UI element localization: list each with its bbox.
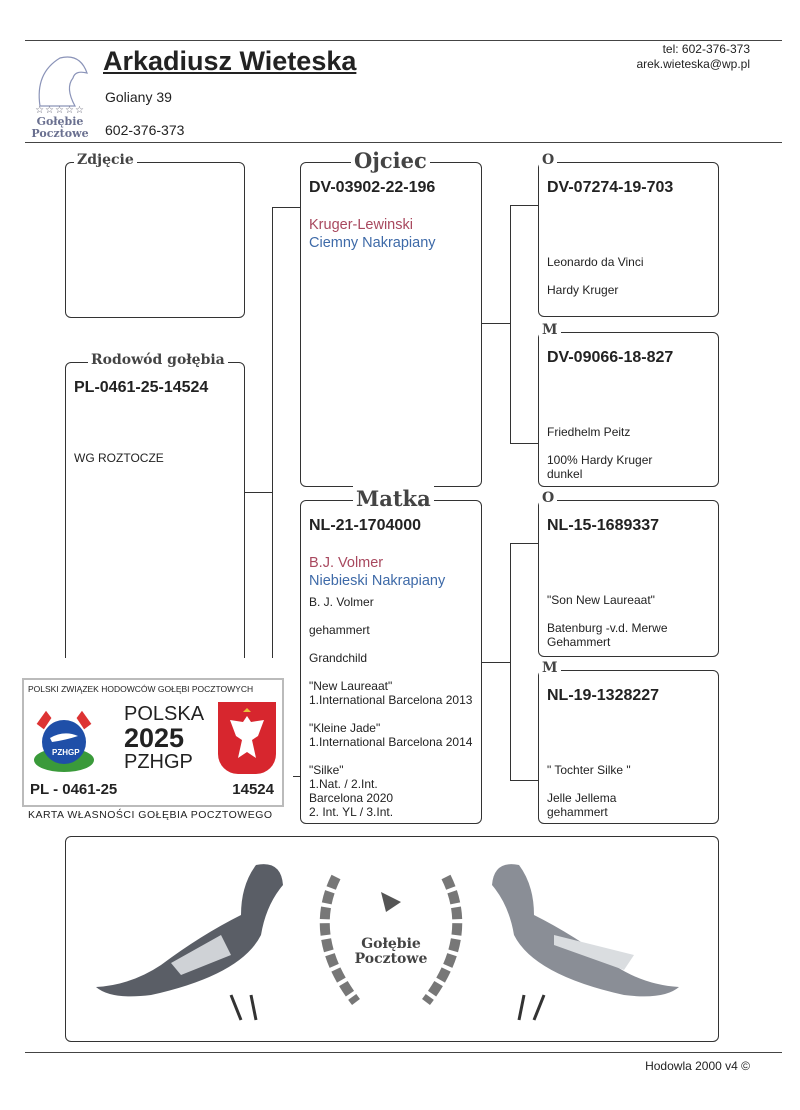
photo-box bbox=[65, 152, 245, 318]
fm-ring: DV-09066-18-827 bbox=[547, 349, 674, 366]
card-org: POLSKI ZWIĄZEK HODOWCÓW GOŁĘBI POCZTOWYCH bbox=[28, 684, 254, 694]
granddam-maternal-box bbox=[538, 660, 719, 824]
pzhgp-badge bbox=[32, 704, 96, 774]
badge-text: PZHGP bbox=[52, 748, 80, 757]
connector bbox=[510, 780, 538, 781]
contact-tel: tel: 602-376-373 bbox=[662, 42, 750, 56]
card-ring-right: 14524 bbox=[232, 781, 274, 798]
fm-legend: M bbox=[539, 322, 561, 338]
father-ring: DV-03902-22-196 bbox=[309, 179, 436, 196]
pigeon-head-icon bbox=[25, 48, 95, 110]
mother-color: Niebieski Nakrapiany bbox=[309, 573, 446, 589]
connector bbox=[272, 207, 300, 208]
pigeon-legend: Rodowód gołębia bbox=[88, 352, 228, 368]
fm-note: 100% Hardy Kruger dunkel bbox=[547, 453, 653, 481]
logo-text: Gołębie Pocztowe bbox=[31, 115, 89, 140]
father-legend: Ojciec bbox=[351, 148, 430, 173]
father-box bbox=[300, 148, 482, 487]
connector bbox=[510, 543, 511, 780]
card-frame bbox=[22, 678, 284, 807]
banner-logo-text: Gołębie Pocztowe bbox=[354, 936, 428, 967]
connector bbox=[510, 205, 538, 206]
fm-note: Friedhelm Peitz bbox=[547, 425, 631, 439]
mm-note: " Tochter Silke " bbox=[547, 763, 631, 777]
mother-note: "Silke" 1.Nat. / 2.Int. Barcelona 2020 2. Int. YL / 3.Int. bbox=[309, 763, 394, 819]
pigeon-right-illustration bbox=[484, 845, 684, 1025]
pigeon-banner bbox=[65, 836, 719, 1042]
ff-note: Hardy Kruger bbox=[547, 283, 619, 297]
mother-note: B. J. Volmer bbox=[309, 595, 374, 609]
mother-note: Grandchild bbox=[309, 651, 368, 665]
footer-rule bbox=[25, 1052, 782, 1053]
father-line: Kruger-Lewinski bbox=[309, 217, 413, 233]
mother-note: "Kleine Jade" 1.International Barcelona 2014 bbox=[309, 721, 473, 749]
ownership-card bbox=[8, 658, 293, 836]
connector bbox=[243, 492, 272, 493]
card-footer: KARTA WŁASNOŚCI GOŁĘBIA POCZTOWEGO bbox=[28, 809, 273, 821]
ff-ring: DV-07274-19-703 bbox=[547, 179, 674, 196]
contact-email: arek.wieteska@wp.pl bbox=[636, 57, 750, 71]
header-top-rule bbox=[25, 40, 782, 41]
card-abbr: PZHGP bbox=[124, 751, 193, 773]
connector bbox=[510, 205, 511, 443]
mother-ring: NL-21-1704000 bbox=[309, 517, 422, 534]
ff-legend: O bbox=[539, 152, 557, 168]
connector bbox=[480, 323, 510, 324]
connector bbox=[480, 662, 510, 663]
mf-legend: O bbox=[539, 490, 557, 506]
father-color: Ciemny Nakrapiany bbox=[309, 235, 436, 251]
ff-note: Leonardo da Vinci bbox=[547, 255, 644, 269]
grandsire-paternal-box bbox=[538, 152, 719, 317]
mf-ring: NL-15-1689337 bbox=[547, 517, 660, 534]
mother-box bbox=[300, 486, 482, 824]
polish-eagle-emblem bbox=[218, 702, 276, 774]
mm-legend: M bbox=[539, 660, 561, 676]
club-logo: ☆☆☆☆☆ Gołębie Pocztowe bbox=[25, 48, 95, 138]
breeder-address: Goliany 39 bbox=[105, 89, 172, 105]
mm-ring: NL-19-1328227 bbox=[547, 687, 660, 704]
mf-note: "Son New Laureaat" bbox=[547, 593, 655, 607]
mother-line: B.J. Volmer bbox=[309, 555, 384, 571]
card-ring-left: PL - 0461-25 bbox=[30, 781, 118, 798]
granddam-paternal-box bbox=[538, 322, 719, 487]
mother-legend: Matka bbox=[353, 486, 434, 511]
card-country: POLSKA bbox=[124, 703, 205, 725]
footer-text: Hodowla 2000 v4 © bbox=[645, 1059, 750, 1073]
mother-note: gehammert bbox=[309, 623, 370, 637]
breeder-name: Arkadiusz Wieteska bbox=[103, 46, 357, 76]
breeder-phone: 602-376-373 bbox=[105, 122, 185, 138]
mm-note: Jelle Jellema gehammert bbox=[547, 791, 617, 819]
pigeon-ring: PL-0461-25-14524 bbox=[74, 379, 209, 396]
connector bbox=[510, 543, 538, 544]
grandsire-maternal-box bbox=[538, 490, 719, 657]
header-bottom-rule bbox=[25, 142, 782, 143]
photo-legend: Zdjęcie bbox=[74, 152, 137, 168]
mother-note: "New Laureaat" 1.International Barcelona 2013 bbox=[309, 679, 473, 707]
mf-note: Batenburg -v.d. Merwe Gehammert bbox=[547, 621, 668, 649]
card-year: 2025 bbox=[124, 723, 185, 753]
pigeon-notes: WG ROZTOCZE bbox=[74, 451, 164, 465]
connector bbox=[510, 443, 538, 444]
pigeon-left-illustration bbox=[91, 845, 291, 1025]
